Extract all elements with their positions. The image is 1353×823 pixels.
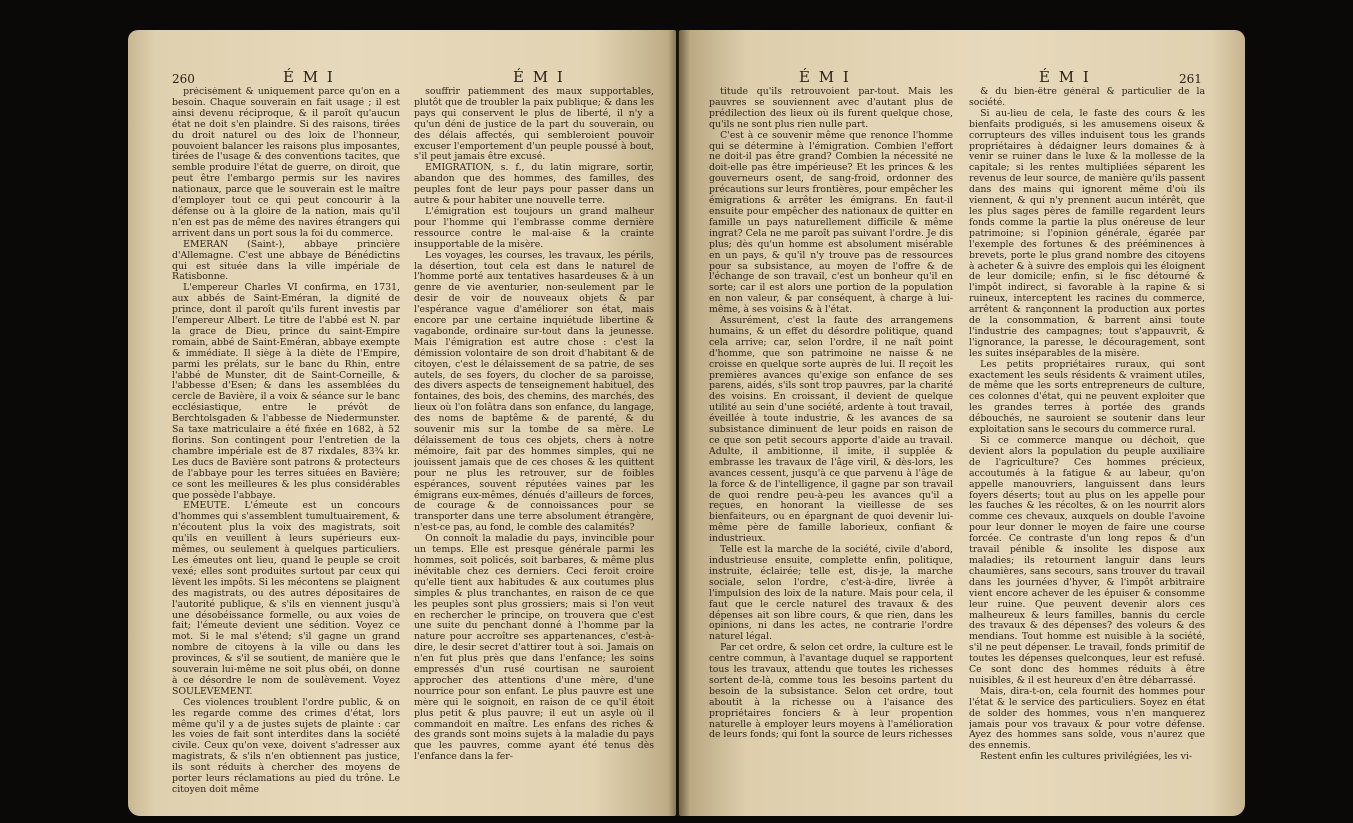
paragraph: Si au-lieu de cela, le faste des cours & les bienfaits prodigués, si les amusemens oiseux & corrupteurs des villes induisent tous les grands propriétaires à dédaigner leurs domaines & à venir se ruiner dans le luxe & la mollesse de la capitale; si les rentes multipliées séparent les revenus de leur source, de manière qu'ils passent dans des mains qui ignorent même d'où ils viennent, & qui n'y prennent aucun intérêt, que les plus sages pères de famille regardent leurs fonds comme la partie la plus onéreuse de leur patrimoine; si l'opinion générale, égarée par l'exemple des fortunes & des prééminences à brevets, porte le plus grand nombre des citoyens à acheter & à suivre des emplois qui les éloignent de leur domicile; enfin, si le fisc détourné & l'impôt indirect, si favorable à la rapine & si ruineux, interceptent les racines du commerce, arrêtent & rançonnent la production aux portes de la consommation, & barrent ainsi toute l'industrie des campagnes; tout s'appauvrit, & l'ignorance, la paresse, le découragement, sont les suites inséparables de la misère. bbox=[969, 107, 1205, 359]
text-column bbox=[172, 87, 400, 807]
open-book bbox=[128, 30, 1245, 816]
paragraph: L'émigration est toujours un grand malheur pour l'homme qui l'embrasse comme dernière ressource contre le mal-aise & la crainte insupportable de la misère. bbox=[414, 205, 654, 250]
running-head: É M I bbox=[283, 68, 335, 86]
running-head: É M I bbox=[513, 68, 565, 86]
paragraph: souffrir patiemment des maux supportables, plutôt que de troubler la paix publique; & dans les pays qui conservent le plus de liberté, il n'y a qu'un déni de justice de la part du souverain, ou des délais affectés, qui sembleroient pouvoir excuser l'emportement d'un peuple poussé à bout, s'il peut jamais être excusé. bbox=[414, 87, 654, 163]
text-column bbox=[969, 87, 1205, 807]
paragraph: Par cet ordre, & selon cet ordre, la culture est le centre commun, à l'avantage duquel se rapportent tous les travaux, attendu que toutes les richesses sortent de-là, comme tous les besoins partent du besoin de la subsistance. Selon cet ordre, tout aboutit à la richesse ou à l'aisance des propriétaires fonciers & à leur propention naturelle à employer leurs moyens à l'amélioration de leurs fonds; qui font la source de leurs richesses bbox=[709, 642, 953, 741]
book-gutter bbox=[668, 30, 690, 816]
paragraph: Mais, dira-t-on, cela fournit des hommes pour l'état & le service des particuliers. Soyez en état de solder des hommes, vous n'en manquerez jamais pour vos travaux & pour votre défense. Ayez des hommes sans solde, vous n'aurez que des ennemis. bbox=[969, 685, 1205, 752]
paragraph: Assurément, c'est la faute des arrangemens humains, & un effet du désordre politique, quand cela arrive; car, selon l'ordre, il ne naît point d'homme, que son patrimoine ne naisse & ne croisse en quelque sorte auprès de lui. Il reçoit les premières avances qu'exige son enfance de ses parens, aidés, s'ils sont trop pauvres, par la charité des voisins. En croissant, il devient de quelque utilité au sein d'une société, ardente à tout travail, éveillée à toute industrie, & les avances de sa subsistance diminuent de leur poids en raison de ce que son petit secours apporte d'aide au travail. Adulte, il ambitionne, il imite, il supplée & embrasse les travaux de l'âge viril, & dès-lors, les avances cessent, jusqu'à ce que parvenu à l'âge de la force & de l'intelligence, il gagne par son travail de quoi rendre peu-à-peu les avances qu'il a reçues, en honorant la vieillesse de ses bienfaiteurs, ou en épargnant de quoi devenir lui-même père de famille laborieux, confiant & industrieux. bbox=[709, 315, 953, 545]
paragraph: On connoît la maladie du pays, invincible pour un temps. Elle est presque générale parmi les hommes, soit policés, soit barbares, & même plus inévitable chez ces derniers. Ceci feroit croire qu'elle tient aux habitudes & aux coutumes plus simples & plus tranchantes, en raison de ce que les peuples sont plus grossiers; mais si l'on veut en rechercher le principe, on trouvera que c'est une suite du penchant donné à l'homme par la nature pour accroître ses appartenances, c'est-à-dire, le desir secret d'attirer tout à soi. Jamais on n'en fut plus près que dans l'enfance; les soins empressés d'un rusé courtisan ne sauroient approcher des attentions d'une mère, d'une nourrice pour son enfant. Le plus pauvre est une mère qui le soignoit, en raison de ce qu'il étoit plus petit & plus pauvre; il eut un asyle où il commandoit en maître. Les enfans des riches & des grands sont moins sujets à la maladie du pays que les pauvres, comme ayant été tenus dès l'enfance dans la fer- bbox=[414, 533, 654, 763]
page-number: 260 bbox=[172, 72, 195, 86]
paragraph: titude qu'ils retrouvoient par-tout. Mais les pauvres se souviennent avec d'autant plus de prédilection des lieux où ils furent quelque chose, qu'ils ne sont plus rien nulle part. bbox=[709, 87, 953, 130]
right-page bbox=[679, 30, 1245, 816]
paragraph: L'empereur Charles VI confirma, en 1731, aux abbés de Saint-Eméran, la dignité de prince, dont il paroît qu'ils furent investis par l'empereur Albert. Le titre de l'abbé est N. par la grace de Dieu, prince du saint-Empire romain, abbé de Saint-Eméran, abbaye exempte & immédiate. Il siège à la diète de l'Empire, parmi les prélats, sur le banc du Rhin, entre l'abbé de Munster, dit de Saint-Corneille, & l'abbesse d'Esen; & dans les assemblées du cercle de Bavière, il a voix & séance sur le banc ecclésiastique, entre le prévôt de Berchtolsgaden & l'abbesse de Niedermunster. Sa taxe matriculaire a été fixée en 1682, à 52 florins. Son contingent pour l'entretien de la chambre impériale est de 87 rixdales, 83¾ kr. Les ducs de Bavière sont patrons & protecteurs de l'abbaye pour les terres situées en Bavière; ce sont les meilleures & les plus considérables que possède l'abbaye. bbox=[172, 282, 400, 501]
paragraph: EMERAN (Saint-), abbaye princière d'Allemagne. C'est une abbaye de Bénédictins qui est située dans la ville impériale de Ratisbonne. bbox=[172, 238, 400, 283]
paragraph: EMIGRATION, s. f., du latin migrare, sortir, abandon que des hommes, des familles, des peuples font de leur pays pour passer dans un autre & pour habiter une nouvelle terre. bbox=[414, 162, 654, 207]
paragraph: Restent enfin les cultures privilégiées, les vi- bbox=[980, 751, 1192, 763]
paragraph: Telle est la marche de la société, civile d'abord, industrieuse ensuite, complette enfin, politique, instruite, éclairée; telle est, dis-je, la marche sociale, selon l'ordre, c'est-à-dire, livrée à l'impulsion des loix de la nature. Mais pour cela, il faut que le cercle naturel des travaux & des dépenses ait son libre cours, & que rien, dans les opinions, ni dans les actes, ne contrarie l'ordre naturel légal. bbox=[709, 544, 953, 643]
paragraph: Les petits propriétaires ruraux, qui sont exactement les seuls résidents & vraiment utiles, de même que les sorts entrepreneurs de culture, ces colonnes d'état, qui ne peuvent exploiter que les grandes terres à portée des grands débouchés, ne sauroient se soutenir dans leur exploitation sans le secours du commerce rural. bbox=[969, 358, 1205, 436]
paragraph: Les voyages, les courses, les travaux, les périls, la désertion, tout cela est dans le naturel de l'homme porté aux tentatives hasardeuses & à un genre de vie aventurier, non-seulement par le desir de voir de nouveaux objets & par l'espérance vague d'améliorer son état, mais encore par une certaine inquiétude libertine & vagabonde, ordinaire sur-tout dans la jeunesse. Mais l'émigration est autre chose : c'est la démission volontaire de son droit d'habitant & de citoyen, c'est le délaissement de sa patrie, de ses autels, de ses foyers, du clocher de sa paroisse, des divers aspects de tenseignement habituel, des fontaines, des bois, des chemins, des marchés, des lieux où l'on folâtra dans son enfance, du langage, des noms de baptême & de parenté, & du souvenir mis sur la tombe de sa mère. Le délaissement de tous ces objets, chers à notre mémoire, fait par des hommes simples, qui ne jouissent jamais que de ces choses & les quittent pour ne plus les retrouver, sur de foibles espérances, souvent réputées vaines par les émigrans eux-mêmes, dénués d'ailleurs de forces, de courage & de connoissances pour se transporter dans une terre absolument étrangère, n'est-ce pas, au fond, le comble des calamités? bbox=[414, 249, 654, 534]
left-page bbox=[128, 30, 676, 816]
paragraph: précisément & uniquement parce qu'on en a besoin. Chaque souverain en fait usage ; il est ainsi devenu réciproque, & il paroît qu'aucun état ne doit s'en plaindre. Si des raisons, tirées du droit naturel ou des loix de l'honneur, pouvoient balancer les raisons plus imposantes, tirées de l'usage & des conventions tacites, que semble produire l'état de guerre, on diroit, que peut être l'embargo permis sur les navires nationaux, parce que le souverain est le maître d'employer tout ce qui peut concourir à la défense ou à la gloire de la nation, mais qu'il n'en est pas de même des navires étrangers qui arrivent dans un port sous la foi du commerce. bbox=[172, 87, 400, 239]
text-column bbox=[709, 87, 953, 807]
paragraph: EMEUTE. L'émeute est un concours d'hommes qui s'assemblent tumultuairement, & n'écoutent plus la voix des magistrats, soit qu'ils en veuillent à leurs supérieurs eux-mêmes, ou seulement à quelques particuliers. Les émeutes ont lieu, quand le peuple se croit vexé; elles sont produites surtout par ceux qui lèvent les impôts. Si les mécontens se plaignent des magistrats, ou des autres dépositaires de l'autorité publique, & s'ils en viennent jusqu'à une désobéissance formelle, ou aux voies de fait; l'émeute devient une sédition. Voyez ce mot. Si le mal s'étend; s'il gagne un grand nombre de citoyens à la ville ou dans les provinces, & s'il se soutient, de manière que le souverain lui-même ne soit plus obéi, on donne à ce désordre le nom de soulèvement. Voyez SOULEVEMENT. bbox=[172, 500, 400, 697]
text-column bbox=[414, 87, 654, 807]
page-number: 261 bbox=[1179, 72, 1202, 86]
paragraph: C'est à ce souvenir même que renonce l'homme qui se détermine à l'émigration. Combien l'effort ne doit-il pas être grand? Combien la nécessité ne doit-elle pas être impérieuse? Et les princes & les gouverneurs osent, de sang-froid, ordonner des précautions sur leurs frontières, pour empêcher les émigrations & arrêter les émigrans. En faut-il ensuite pour empêcher des nationaux de quitter en famille un pays naturellement difficile & même ingrat? Cela ne me paroît pas suivant l'ordre. Je dis plus; dès qu'un homme est absolument misérable en un pays, & qu'il n'y trouve pas de ressources pour sa subsistance, au moyen de l'offre & de l'échange de son travail, c'est un bonheur qu'il en sorte; car il est alors une portion de la population en non valeur, & par conséquent, à charge à lui-même, à ses voisins & à l'état. bbox=[709, 129, 953, 316]
paragraph: Si ce commerce manque ou déchoit, que devient alors la population du peuple auxiliaire de l'agriculture? Ces hommes précieux, accoutumés à la fatigue & au labeur, qu'on appelle manouvriers, languissent dans leurs foyers déserts; tout au plus on les appelle pour les fauches & les récoltes, & on les nourrit alors comme ces chevaux, auxquels on double l'avoine pour leur donner le moyen de faire une course forcée. Ce contraste d'un long repos & d'un travail pénible & insolite les dispose aux maladies; ils retournent languir dans leurs chaumières, sans secours, sans trouver du travail dans les journées d'hyver, & l'impôt arbitraire vient encore achever de les épuiser & consomme leur ruine. Que peuvent devenir alors ces malheureux & leurs familles, bannis du cercle des travaux & des dépenses? des voleurs & des mendians. Tout homme est nuisible à la société, s'il ne peut dépenser. Le travail, fonds primitif de toutes les dépenses quelconques, leur est refusé. Ce sont donc des hommes réduits à être nuisibles, & il est heureux d'en être débarrassé. bbox=[969, 435, 1205, 686]
paragraph: Ces violences troublent l'ordre public, & on les regarde comme des crimes d'état, lors même qu'il y a de justes sujets de plainte : car les voies de fait sont interdites dans la société civile. Ceux qu'on vexe, doivent s'adresser aux magistrats, & s'ils n'en obtiennent pas justice, ils sont réduits à chercher des moyens de porter leurs réclamations au pied du trône. Le citoyen doit même bbox=[172, 696, 400, 795]
running-head: É M I bbox=[1039, 68, 1091, 86]
paragraph: & du bien-être général & particulier de la société. bbox=[969, 87, 1205, 108]
running-head: É M I bbox=[799, 68, 851, 86]
